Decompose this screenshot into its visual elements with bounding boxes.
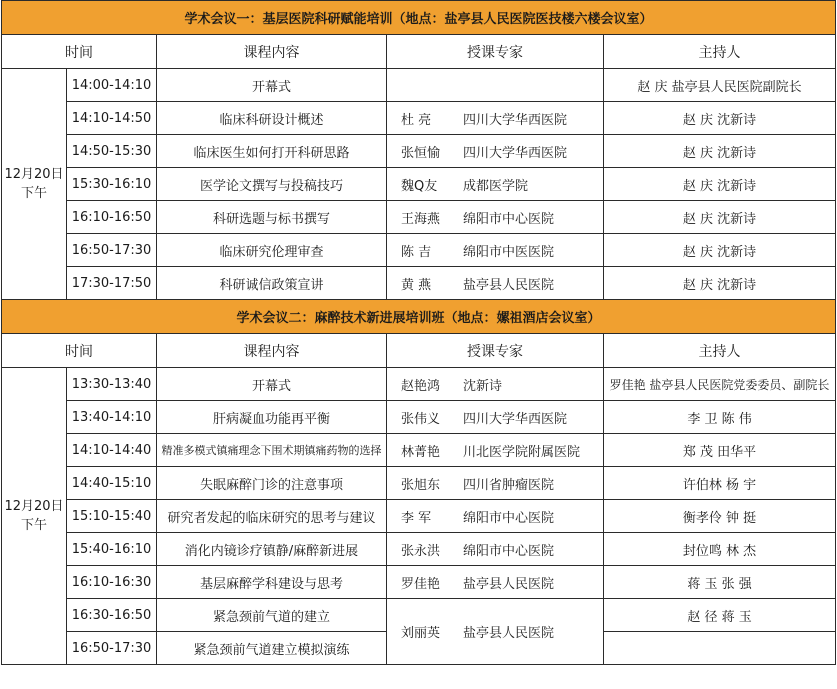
session1-title: 学术会议一：基层医院科研赋能培训（地点：盐亭县人民医院医技楼六楼会议室）: [2, 1, 836, 35]
session1-date: [2, 69, 67, 300]
expert-institution: 绵阳市中心医院: [463, 543, 555, 559]
expert-institution: 绵阳市中心医院: [463, 510, 555, 526]
host-cell: 郑 茂 田华平: [604, 434, 836, 467]
time-cell: 14:10-14:50: [67, 102, 157, 135]
expert-cell: [387, 368, 604, 401]
expert-cell: [387, 467, 604, 500]
table-row: [2, 599, 836, 632]
session1-title-row: [2, 1, 836, 35]
time-cell: 16:10-16:50: [67, 201, 157, 234]
time-cell: 13:40-14:10: [67, 401, 157, 434]
header-expert: 授课专家: [387, 334, 604, 368]
schedule-table: [1, 0, 836, 665]
host-cell: 赵 庆 沈新诗: [604, 135, 836, 168]
expert-cell: [387, 500, 604, 533]
course-cell: 紧急颈前气道的建立: [157, 599, 387, 632]
table-row: [2, 69, 836, 102]
expert-institution: 四川大学华西医院: [463, 411, 568, 427]
expert-name: 张永洪: [401, 543, 441, 559]
host-cell: 蒋 玉 张 强: [604, 566, 836, 599]
expert-cell: [387, 135, 604, 168]
expert-institution: 绵阳市中医医院: [463, 244, 555, 260]
expert-cell: [387, 234, 604, 267]
expert-name: 林菁艳: [401, 444, 441, 460]
time-cell: 16:30-16:50: [67, 599, 157, 632]
course-cell: 临床医生如何打开科研思路: [157, 135, 387, 168]
expert-cell: [387, 69, 604, 102]
host-cell: 赵 庆 沈新诗: [604, 102, 836, 135]
time-cell: 16:50-17:30: [67, 632, 157, 665]
table-row: [2, 533, 836, 566]
time-cell: 14:10-14:40: [67, 434, 157, 467]
course-cell: 消化内镜诊疗镇静/麻醉新进展: [157, 533, 387, 566]
course-cell: 开幕式: [157, 69, 387, 102]
expert-name: 刘丽英: [401, 626, 441, 641]
course-cell: 研究者发起的临床研究的思考与建议: [157, 500, 387, 533]
table-row: [2, 168, 836, 201]
header-host: 主持人: [604, 334, 836, 368]
expert-institution: 四川省肿瘤医院: [463, 477, 555, 493]
table-row: [2, 500, 836, 533]
course-cell: 临床科研设计概述: [157, 102, 387, 135]
host-cell: 封位鸣 林 杰: [604, 533, 836, 566]
expert-name: 张伟义: [401, 411, 441, 427]
expert-institution: 盐亭县人民医院: [463, 576, 555, 592]
host-cell: 衡孝伶 钟 挺: [604, 500, 836, 533]
table-row: [2, 434, 836, 467]
course-cell: 肝病凝血功能再平衡: [157, 401, 387, 434]
host-cell: 赵 庆 沈新诗: [604, 168, 836, 201]
expert-institution: 四川大学华西医院: [463, 145, 568, 161]
course-cell: 失眠麻醉门诊的注意事项: [157, 467, 387, 500]
expert-institution: 沈新诗: [463, 378, 503, 394]
host-cell: 罗佳艳 盐亭县人民医院党委委员、副院长: [604, 368, 836, 401]
course-cell: 精准多模式镇痛理念下围术期镇痛药物的选择: [157, 434, 387, 467]
table-row: [2, 135, 836, 168]
course-cell: 科研诚信政策宣讲: [157, 267, 387, 300]
session2-title: 学术会议二：麻醉技术新进展培训班（地点：嫘祖酒店会议室）: [2, 300, 836, 334]
expert-cell: [387, 401, 604, 434]
session2-header-row: [2, 334, 836, 368]
date-line: 下午: [20, 186, 47, 201]
table-row: [2, 368, 836, 401]
expert-cell: [387, 267, 604, 300]
expert-name: 黄 燕: [401, 277, 432, 293]
table-row: [2, 234, 836, 267]
course-cell: 开幕式: [157, 368, 387, 401]
host-cell: 李 卫 陈 伟: [604, 401, 836, 434]
date-line: 12月20日: [4, 167, 64, 182]
course-cell: 科研选题与标书撰写: [157, 201, 387, 234]
table-row: [2, 267, 836, 300]
host-cell: 赵 径 蒋 玉: [604, 599, 836, 632]
expert-name: 魏Q友: [401, 178, 438, 194]
time-cell: 15:40-16:10: [67, 533, 157, 566]
header-host: 主持人: [604, 35, 836, 69]
expert-name: 张旭东: [401, 477, 441, 493]
expert-institution: 盐亭县人民医院: [463, 277, 555, 293]
time-cell: 14:40-15:10: [67, 467, 157, 500]
course-cell: 基层麻醉学科建设与思考: [157, 566, 387, 599]
host-cell: 赵 庆 盐亭县人民医院副院长: [604, 69, 836, 102]
date-line: 12月20日: [4, 499, 64, 514]
time-cell: 15:30-16:10: [67, 168, 157, 201]
time-cell: 15:10-15:40: [67, 500, 157, 533]
expert-name: 张恒愉: [401, 145, 441, 161]
host-cell: 赵 庆 沈新诗: [604, 201, 836, 234]
table-row: [2, 102, 836, 135]
expert-name: 李 军: [401, 510, 432, 526]
expert-institution: 川北医学院附属医院: [463, 444, 581, 460]
expert-cell: [387, 201, 604, 234]
expert-name: 罗佳艳: [401, 576, 441, 592]
header-expert: 授课专家: [387, 35, 604, 69]
table-row: [2, 401, 836, 434]
table-row: [2, 467, 836, 500]
course-cell: 医学论文撰写与投稿技巧: [157, 168, 387, 201]
expert-name: 王海燕: [401, 211, 441, 227]
expert-cell: [387, 566, 604, 599]
date-line: 下午: [20, 518, 47, 533]
session2-title-row: [2, 300, 836, 334]
time-cell: 13:30-13:40: [67, 368, 157, 401]
header-course: 课程内容: [157, 35, 387, 69]
time-cell: 14:50-15:30: [67, 135, 157, 168]
expert-name: 陈 吉: [401, 244, 432, 260]
header-time: 时间: [2, 35, 157, 69]
time-cell: 16:10-16:30: [67, 566, 157, 599]
session1-header-row: [2, 35, 836, 69]
expert-institution: 四川大学华西医院: [463, 112, 568, 128]
host-cell: 许伯林 杨 宇: [604, 467, 836, 500]
table-row: [2, 201, 836, 234]
expert-institution: 盐亭县人民医院: [463, 626, 555, 641]
session2-date: [2, 368, 67, 665]
time-cell: 16:50-17:30: [67, 234, 157, 267]
time-cell: 17:30-17:50: [67, 267, 157, 300]
host-cell: [604, 632, 836, 665]
table-row: [2, 566, 836, 599]
course-cell: 紧急颈前气道建立模拟演练: [157, 632, 387, 665]
expert-institution: 绵阳市中心医院: [463, 211, 555, 227]
expert-cell: [387, 168, 604, 201]
header-course: 课程内容: [157, 334, 387, 368]
expert-name: 杜 亮: [401, 112, 432, 128]
expert-cell: [387, 434, 604, 467]
expert-cell: [387, 102, 604, 135]
expert-name: 赵艳鸿: [401, 378, 441, 394]
time-cell: 14:00-14:10: [67, 69, 157, 102]
header-time: 时间: [2, 334, 157, 368]
host-cell: 赵 庆 沈新诗: [604, 267, 836, 300]
host-cell: 赵 庆 沈新诗: [604, 234, 836, 267]
expert-cell: [387, 533, 604, 566]
course-cell: 临床研究伦理审查: [157, 234, 387, 267]
expert-cell: [387, 599, 604, 665]
expert-institution: 成都医学院: [463, 178, 529, 194]
